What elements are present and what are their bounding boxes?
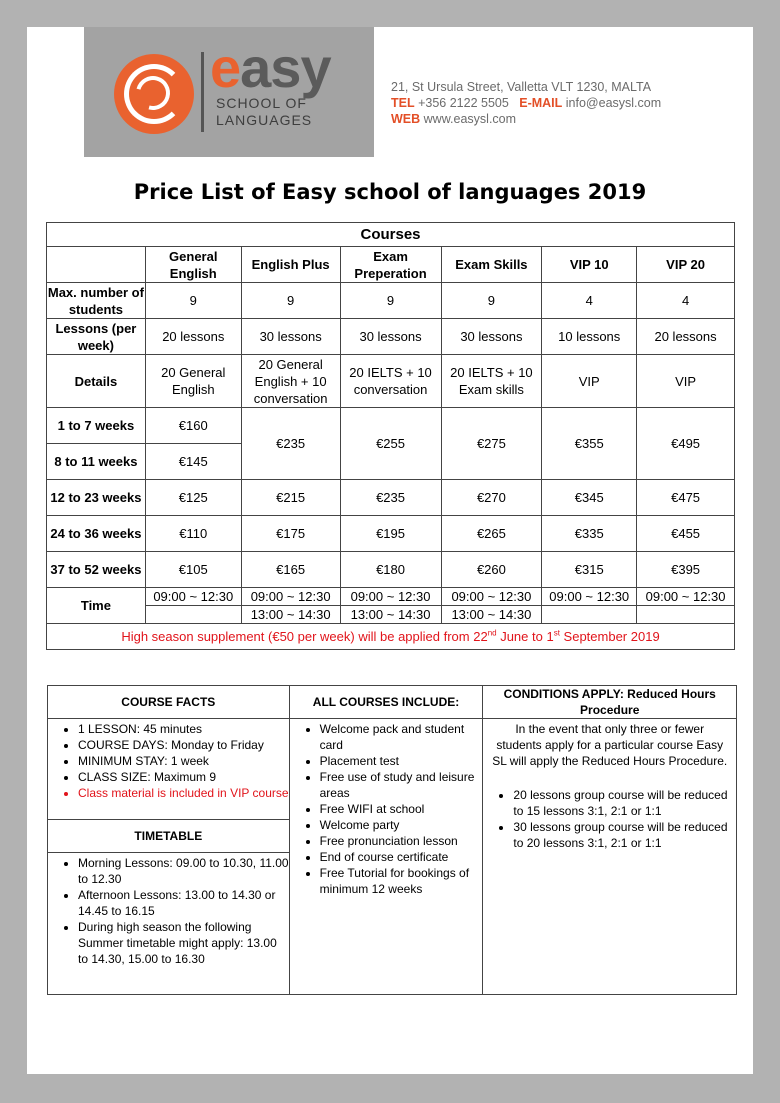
- timetable-list: [48, 855, 289, 967]
- table-cell: 9: [340, 283, 441, 319]
- time-cell: 13:00 ~ 14:30: [340, 606, 441, 624]
- includes-header: ALL COURSES INCLUDE:: [289, 686, 483, 719]
- table-cell: €175: [241, 516, 340, 552]
- row-label: 1 to 7 weeks: [47, 408, 146, 444]
- time-cell: 09:00 ~ 12:30: [241, 588, 340, 606]
- note-part: High season supplement (€50 per week) will be applied from 22: [121, 629, 488, 644]
- facts-table: [47, 685, 737, 995]
- address-line: 21, St Ursula Street, Valletta VLT 1230, MALTA: [391, 80, 652, 94]
- list-item: • Free Tutorial for bookings of minimum 12 weeks: [320, 865, 483, 897]
- row-label: Lessons (per week): [47, 319, 146, 355]
- list-item: • Free pronunciation lesson: [320, 833, 483, 849]
- list-item: • Welcome pack and student card: [320, 721, 483, 753]
- conditions-text: In the event that only three or fewer students apply for a particular course Easy SL will apply the Reduced Hours Procedure.: [492, 722, 728, 768]
- header-blank: [47, 247, 146, 283]
- row-label: 24 to 36 weeks: [47, 516, 146, 552]
- list-item: • Welcome party: [320, 817, 483, 833]
- list-item: • During high season the following Summer timetable might apply: 13.00 to 14.30, 15.00 to 16.30: [78, 919, 289, 967]
- row-label: 8 to 11 weeks: [47, 444, 146, 480]
- table-cell: 20 lessons: [145, 319, 241, 355]
- web-line: [391, 112, 516, 126]
- table-cell: €265: [441, 516, 542, 552]
- list-item: • Free WIFI at school: [320, 801, 483, 817]
- table-cell: €335: [542, 516, 637, 552]
- time-cell: 09:00 ~ 12:30: [542, 588, 637, 606]
- list-item: • 20 lessons group course will be reduced to 15 lessons 3:1, 2:1 or 1:1: [513, 787, 736, 819]
- course-facts-header: COURSE FACTS: [48, 686, 290, 719]
- list-item-highlight: • Class material is included in VIP course: [78, 785, 289, 801]
- table-cell: VIP: [637, 355, 735, 408]
- table-cell: €235: [241, 408, 340, 480]
- web-value[interactable]: www.easysl.com: [423, 112, 517, 126]
- table-cell: €165: [241, 552, 340, 588]
- row-label: 37 to 52 weeks: [47, 552, 146, 588]
- course-header: VIP 10: [542, 247, 637, 283]
- course-header: English Plus: [241, 247, 340, 283]
- table-cell: €235: [340, 480, 441, 516]
- conditions-cell: [483, 719, 737, 995]
- time-cell: 13:00 ~ 14:30: [441, 606, 542, 624]
- table-cell: €180: [340, 552, 441, 588]
- table-cell: 20 IELTS + 10 Exam skills: [441, 355, 542, 408]
- time-cell: 13:00 ~ 14:30: [241, 606, 340, 624]
- table-cell: €395: [637, 552, 735, 588]
- course-header: General English: [145, 247, 241, 283]
- includes-list: [290, 721, 483, 897]
- table-cell: €160: [145, 408, 241, 444]
- list-item: • MINIMUM STAY: 1 week: [78, 753, 289, 769]
- list-item: • Free use of study and leisure areas: [320, 769, 483, 801]
- table-cell: 30 lessons: [241, 319, 340, 355]
- timetable-header: TIMETABLE: [48, 820, 290, 853]
- time-cell: [145, 606, 241, 624]
- row-label: Max. number of students: [47, 284, 144, 317]
- table-cell: €255: [340, 408, 441, 480]
- email-value[interactable]: info@easysl.com: [565, 96, 662, 110]
- note-part: June to 1: [496, 629, 554, 644]
- list-item: • Placement test: [320, 753, 483, 769]
- table-cell: 4: [637, 283, 735, 319]
- table-cell: €355: [542, 408, 637, 480]
- course-header: Exam Preperation: [340, 247, 441, 283]
- table-cell: €275: [441, 408, 542, 480]
- web-label: WEB: [391, 112, 421, 126]
- note-part: September 2019: [559, 629, 660, 644]
- list-item: • Afternoon Lessons: 13.00 to 14.30 or 14.45 to 16.15: [78, 887, 289, 919]
- time-cell: 09:00 ~ 12:30: [340, 588, 441, 606]
- list-item: • 1 LESSON: 45 minutes: [78, 721, 289, 737]
- note-sup: st: [553, 628, 560, 638]
- course-facts-cell: [48, 719, 290, 820]
- time-cell: 09:00 ~ 12:30: [145, 588, 241, 606]
- tel-label: TEL: [391, 96, 415, 110]
- conditions-header: CONDITIONS APPLY: Reduced Hours Procedure: [483, 686, 737, 719]
- table-cell: €475: [637, 480, 735, 516]
- course-header: Exam Skills: [441, 247, 542, 283]
- table-cell: 20 General English: [145, 355, 241, 408]
- time-cell: [542, 606, 637, 624]
- list-item: • Morning Lessons: 09.00 to 10.30, 11.00 to 12.30: [78, 855, 289, 887]
- logo-divider: [201, 52, 204, 132]
- note-sup: nd: [487, 628, 497, 638]
- timetable-cell: [48, 853, 290, 995]
- table-cell: VIP: [542, 355, 637, 408]
- course-header: VIP 20: [637, 247, 735, 283]
- table-cell: 9: [145, 283, 241, 319]
- table-cell: 9: [241, 283, 340, 319]
- row-label: Time: [47, 588, 146, 624]
- table-cell: 10 lessons: [542, 319, 637, 355]
- email-label: E-MAIL: [519, 96, 563, 110]
- table-cell: €145: [145, 444, 241, 480]
- high-season-note: [47, 624, 735, 650]
- table-cell: 20 IELTS + 10 conversation: [340, 355, 441, 408]
- table-cell: €125: [145, 480, 241, 516]
- tel-value: +356 2122 5505: [418, 96, 509, 110]
- table-cell: €110: [145, 516, 241, 552]
- logo-word-rest: asy: [240, 36, 331, 99]
- list-item: • CLASS SIZE: Maximum 9: [78, 769, 289, 785]
- phone-email-line: [391, 96, 661, 110]
- table-cell: €345: [542, 480, 637, 516]
- list-item: • End of course certificate: [320, 849, 483, 865]
- table-cell: €315: [542, 552, 637, 588]
- table-cell: 20 General English + 10 conversation: [241, 355, 340, 408]
- list-item: • COURSE DAYS: Monday to Friday: [78, 737, 289, 753]
- table-cell: €195: [340, 516, 441, 552]
- course-facts-list: [48, 721, 289, 801]
- logo-line-2: LANGUAGES: [216, 112, 313, 128]
- time-cell: 09:00 ~ 12:30: [441, 588, 542, 606]
- time-cell: 09:00 ~ 12:30: [637, 588, 735, 606]
- table-caption: Courses: [47, 223, 735, 247]
- row-label: Details: [47, 355, 146, 408]
- conditions-list: [483, 787, 736, 851]
- table-cell: 20 lessons: [637, 319, 735, 355]
- includes-cell: [289, 719, 483, 995]
- time-cell: [637, 606, 735, 624]
- table-cell: 30 lessons: [340, 319, 441, 355]
- table-cell: 30 lessons: [441, 319, 542, 355]
- logo-swirl-icon: [114, 54, 194, 134]
- table-cell: €455: [637, 516, 735, 552]
- logo-wordmark: [210, 38, 331, 98]
- price-table: [46, 222, 735, 650]
- table-cell: €270: [441, 480, 542, 516]
- table-cell: €105: [145, 552, 241, 588]
- table-cell: €215: [241, 480, 340, 516]
- table-cell: 4: [542, 283, 637, 319]
- logo-line-1: SCHOOL OF: [216, 95, 307, 111]
- page-title: Price List of Easy school of languages 2019: [133, 180, 647, 204]
- table-cell: €260: [441, 552, 542, 588]
- table-cell: €495: [637, 408, 735, 480]
- table-cell: 9: [441, 283, 542, 319]
- row-label: 12 to 23 weeks: [47, 480, 146, 516]
- logo-word-e: e: [210, 36, 241, 99]
- list-item: • 30 lessons group course will be reduced to 20 lessons 3:1, 2:1 or 1:1: [513, 819, 736, 851]
